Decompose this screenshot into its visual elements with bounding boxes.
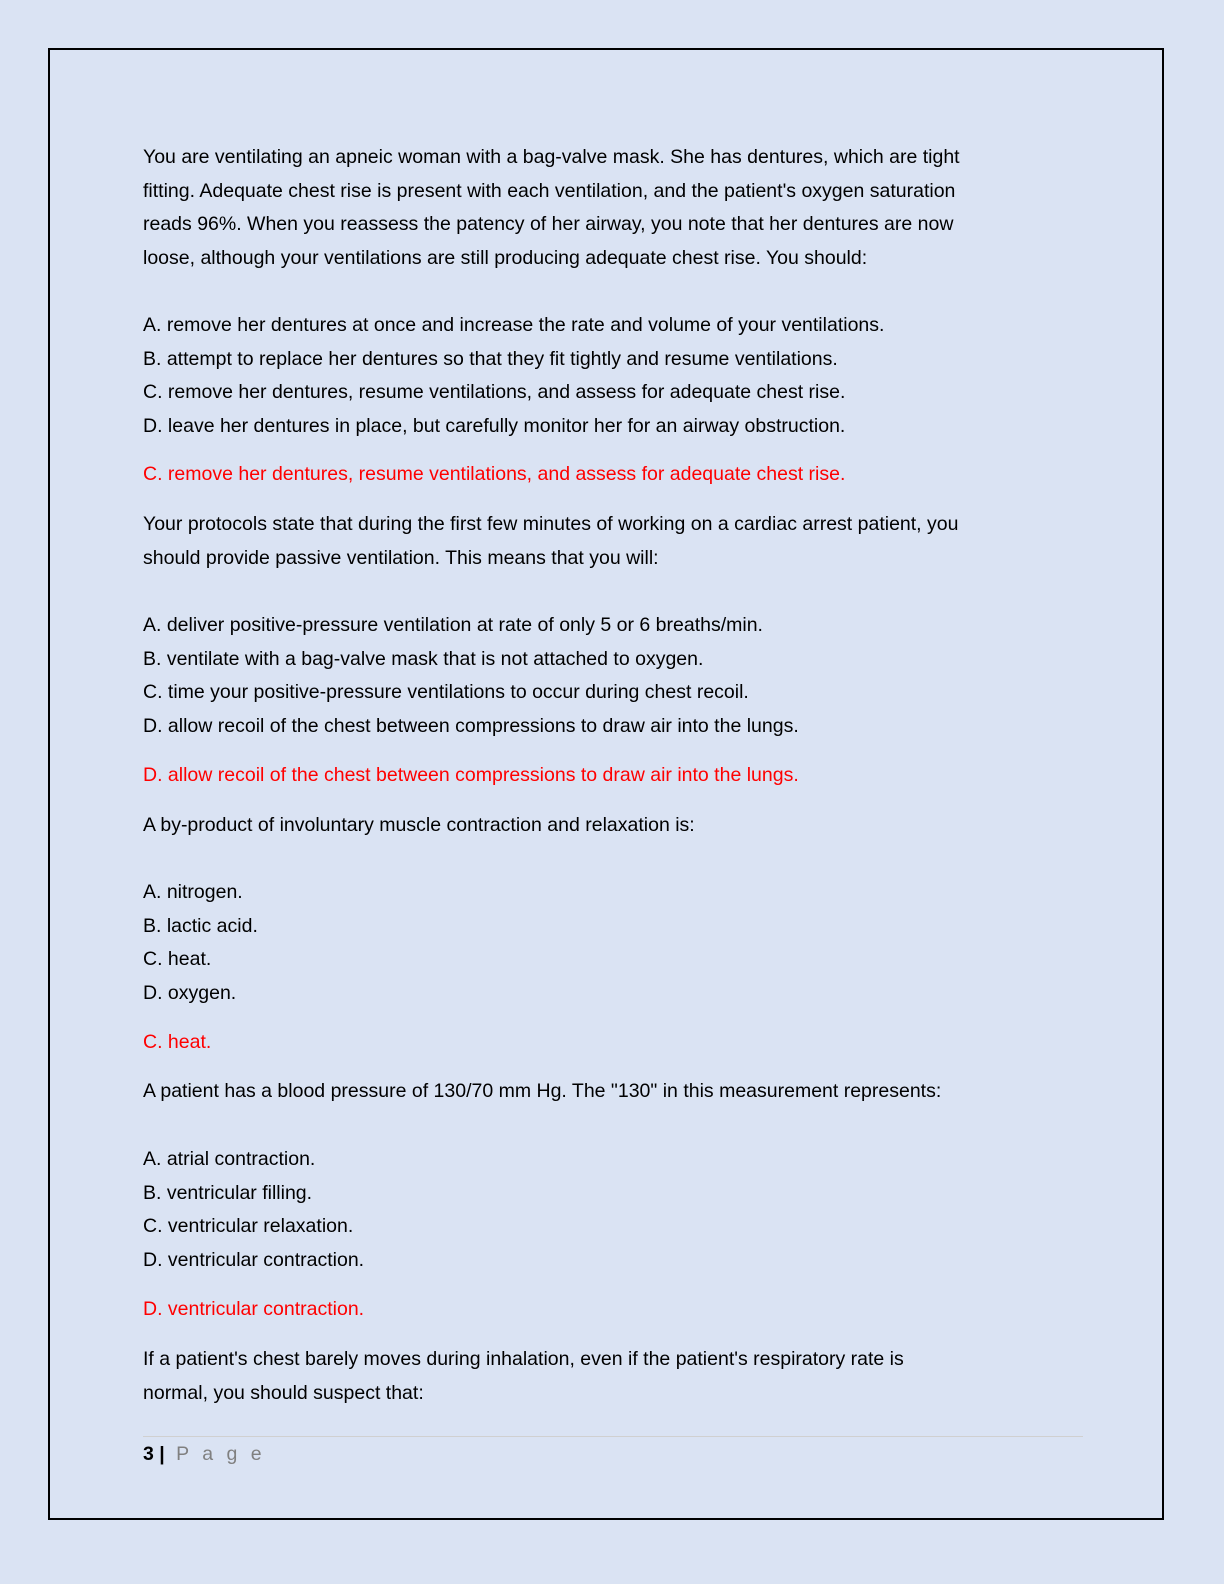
footer-separator: | [159,1443,165,1465]
question-1-stem [143,141,1103,275]
question-2-options [143,609,1103,743]
option-a: A. remove her dentures at once and increase the rate and volume of your ventilations. [143,314,885,336]
question-5-stem [143,1343,1103,1410]
page-label: P a g e [176,1443,266,1465]
stem-line: A patient has a blood pressure of 130/70 mm Hg. The "130" in this measurement represents: [143,1080,942,1102]
question-3-answer: C. heat. [143,1031,212,1053]
stem-line: fitting. Adequate chest rise is present with each ventilation, and the patient's oxygen saturation [143,179,956,202]
option-d: D. ventricular contraction. [143,1248,365,1271]
question-3-options [143,876,1103,1010]
option-d: D. allow recoil of the chest between compressions to draw air into the lungs. [143,714,799,737]
option-c: C. heat. [143,948,212,971]
option-a: A. nitrogen. [143,881,243,903]
option-c: C. remove her dentures, resume ventilations, and assess for adequate chest rise. [143,381,846,404]
question-1-answer: C. remove her dentures, resume ventilations, and assess for adequate chest rise. [143,463,846,485]
stem-line: Your protocols state that during the first few minutes of working on a cardiac arrest patient, you [143,513,959,535]
option-b: B. attempt to replace her dentures so that they fit tightly and resume ventilations. [143,347,838,370]
stem-line: You are ventilating an apneic woman with a bag-valve mask. She has dentures, which are tight [143,146,960,168]
option-c: C. ventricular relaxation. [143,1215,354,1238]
footer-divider [143,1436,1083,1437]
option-a: A. atrial contraction. [143,1148,316,1170]
question-2-answer: D. allow recoil of the chest between compressions to draw air into the lungs. [143,764,799,786]
stem-line: loose, although your ventilations are still producing adequate chest rise. You should: [143,246,868,269]
question-1-options [143,309,1103,443]
stem-line: should provide passive ventilation. This means that you will: [143,546,659,569]
option-d: D. leave her dentures in place, but carefully monitor her for an airway obstruction. [143,414,846,437]
option-c: C. time your positive-pressure ventilations to occur during chest recoil. [143,681,749,704]
stem-line: A by-product of involuntary muscle contraction and relaxation is: [143,814,695,836]
stem-line: reads 96%. When you reassess the patency of her airway, you note that her dentures are now [143,213,954,236]
option-b: B. lactic acid. [143,914,258,937]
option-d: D. oxygen. [143,981,237,1004]
option-a: A. deliver positive-pressure ventilation at rate of only 5 or 6 breaths/min. [143,614,763,636]
page-number: 3 [143,1443,154,1465]
question-4-answer: D. ventricular contraction. [143,1298,365,1320]
question-4-options [143,1143,1103,1277]
question-2-stem [143,508,1103,575]
stem-line: If a patient's chest barely moves during inhalation, even if the patient's respiratory rate is [143,1348,904,1370]
option-b: B. ventricular filling. [143,1181,313,1204]
option-b: B. ventilate with a bag-valve mask that is not attached to oxygen. [143,647,704,670]
page-footer [143,1440,266,1468]
question-3-stem [143,809,1103,843]
question-4-stem [143,1075,1103,1109]
stem-line: normal, you should suspect that: [143,1381,424,1404]
